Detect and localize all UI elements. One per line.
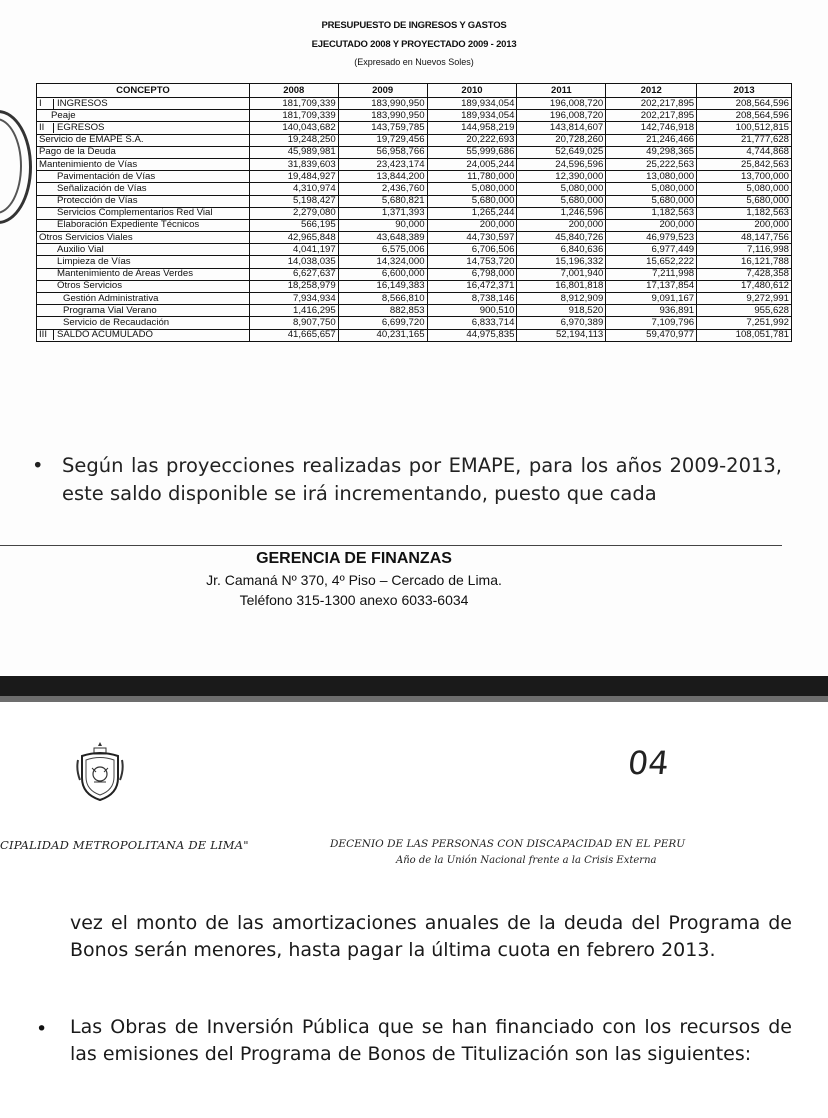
cell-value: 144,958,219 bbox=[427, 122, 517, 134]
cell-value: 55,999,686 bbox=[427, 146, 517, 158]
row-label bbox=[37, 122, 250, 134]
cell-value: 200,000 bbox=[697, 219, 792, 231]
header-year: 2008 bbox=[249, 84, 338, 98]
table-row bbox=[37, 268, 792, 280]
cell-value: 43,648,389 bbox=[338, 232, 427, 244]
document-page-bottom bbox=[0, 702, 828, 1118]
cell-value: 19,484,927 bbox=[249, 171, 338, 183]
cell-value: 11,780,000 bbox=[427, 171, 517, 183]
row-label-text: Servicio de EMAPE S.A. bbox=[39, 134, 144, 146]
cell-value: 5,080,000 bbox=[517, 183, 606, 195]
row-label-text: Mantenimiento de Areas Verdes bbox=[57, 268, 193, 280]
cell-value: 208,564,596 bbox=[697, 110, 792, 122]
cell-value: 9,091,167 bbox=[606, 293, 697, 305]
cell-value: 19,729,456 bbox=[338, 134, 427, 146]
cell-value: 52,649,025 bbox=[517, 146, 606, 158]
cell-value: 6,575,006 bbox=[338, 244, 427, 256]
cell-value: 6,627,637 bbox=[249, 268, 338, 280]
cell-value: 140,043,682 bbox=[249, 122, 338, 134]
row-label bbox=[37, 98, 250, 110]
footer-department: GERENCIA DE FINANZAS bbox=[256, 550, 452, 567]
cell-value: 42,965,848 bbox=[249, 232, 338, 244]
cell-value: 100,512,815 bbox=[697, 122, 792, 134]
cell-value: 200,000 bbox=[427, 219, 517, 231]
row-label-text: Otros Servicios bbox=[57, 280, 123, 292]
header-year: 2012 bbox=[606, 84, 697, 98]
cell-value: 208,564,596 bbox=[697, 98, 792, 110]
header-year: 2013 bbox=[697, 84, 792, 98]
cell-value: 90,000 bbox=[338, 219, 427, 231]
cell-value: 40,231,165 bbox=[338, 329, 427, 341]
cell-value: 6,970,389 bbox=[517, 317, 606, 329]
cell-value: 6,699,720 bbox=[338, 317, 427, 329]
cell-value: 31,839,603 bbox=[249, 158, 338, 170]
coat-of-arms-icon bbox=[74, 740, 126, 804]
cell-value: 44,730,597 bbox=[427, 232, 517, 244]
cell-value: 2,279,080 bbox=[249, 207, 338, 219]
table-row bbox=[37, 232, 792, 244]
row-label bbox=[37, 268, 250, 280]
row-label bbox=[37, 171, 250, 183]
cell-value: 4,310,974 bbox=[249, 183, 338, 195]
row-label bbox=[37, 134, 250, 146]
footer-divider bbox=[0, 545, 782, 546]
cell-value: 20,222,693 bbox=[427, 134, 517, 146]
cell-value: 48,147,756 bbox=[697, 232, 792, 244]
cell-value: 7,001,940 bbox=[517, 268, 606, 280]
cell-value: 49,298,365 bbox=[606, 146, 697, 158]
cell-value: 955,628 bbox=[697, 305, 792, 317]
cell-value: 12,390,000 bbox=[517, 171, 606, 183]
cell-value: 21,777,628 bbox=[697, 134, 792, 146]
cell-value: 6,600,000 bbox=[338, 268, 427, 280]
table-subtitle: EJECUTADO 2008 Y PROYECTADO 2009 - 2013 bbox=[311, 39, 517, 50]
cell-value: 16,121,788 bbox=[697, 256, 792, 268]
cell-value: 183,990,950 bbox=[338, 110, 427, 122]
cell-value: 45,840,726 bbox=[517, 232, 606, 244]
cell-value: 24,596,596 bbox=[517, 158, 606, 170]
cell-value: 4,041,197 bbox=[249, 244, 338, 256]
header-year: 2011 bbox=[517, 84, 606, 98]
cell-value: 1,416,295 bbox=[249, 305, 338, 317]
cell-value: 20,728,260 bbox=[517, 134, 606, 146]
cell-value: 52,194,113 bbox=[517, 329, 606, 341]
cell-value: 142,746,918 bbox=[606, 122, 697, 134]
cell-value: 17,137,854 bbox=[606, 280, 697, 292]
row-label-text: Gestión Administrativa bbox=[63, 292, 159, 304]
cell-value: 44,975,835 bbox=[427, 329, 517, 341]
letterhead-decade: DECENIO DE LAS PERSONAS CON DISCAPACIDAD EN EL PERU bbox=[330, 838, 686, 850]
table-row bbox=[37, 280, 792, 292]
cell-value: 15,652,222 bbox=[606, 256, 697, 268]
row-label bbox=[37, 256, 250, 268]
cell-value: 7,934,934 bbox=[249, 293, 338, 305]
row-roman-numeral: II bbox=[39, 123, 54, 133]
row-label bbox=[37, 293, 250, 305]
table-row bbox=[37, 256, 792, 268]
table-row bbox=[37, 134, 792, 146]
paragraph-text: Según las proyecciones realizadas por EMAPE, para los años 2009-2013, este saldo disponible se irá incrementando, puesto que cada bbox=[62, 454, 782, 505]
cell-value: 7,116,998 bbox=[697, 244, 792, 256]
row-label bbox=[37, 305, 250, 317]
cell-value: 8,566,810 bbox=[338, 293, 427, 305]
cell-value: 8,907,750 bbox=[249, 317, 338, 329]
cell-value: 882,853 bbox=[338, 305, 427, 317]
header-year: 2009 bbox=[338, 84, 427, 98]
cell-value: 200,000 bbox=[606, 219, 697, 231]
cell-value: 9,272,991 bbox=[697, 293, 792, 305]
bullet-dot: • bbox=[32, 454, 44, 477]
cell-value: 1,246,596 bbox=[517, 207, 606, 219]
row-label bbox=[37, 244, 250, 256]
cell-value: 7,428,358 bbox=[697, 268, 792, 280]
row-label bbox=[37, 280, 250, 292]
cell-value: 5,680,000 bbox=[517, 195, 606, 207]
row-label-text: Pago de la Deuda bbox=[39, 146, 116, 158]
cell-value: 196,008,720 bbox=[517, 110, 606, 122]
cell-value: 143,759,785 bbox=[338, 122, 427, 134]
cell-value: 6,706,506 bbox=[427, 244, 517, 256]
row-label bbox=[37, 232, 250, 244]
cell-value: 25,842,563 bbox=[697, 158, 792, 170]
header-year: 2010 bbox=[427, 84, 517, 98]
row-label bbox=[37, 195, 250, 207]
cell-value: 21,246,466 bbox=[606, 134, 697, 146]
cell-value: 14,038,035 bbox=[249, 256, 338, 268]
cell-value: 900,510 bbox=[427, 305, 517, 317]
row-label-text: Otros Servicios Viales bbox=[39, 231, 133, 243]
table-row bbox=[37, 195, 792, 207]
cell-value: 7,109,796 bbox=[606, 317, 697, 329]
table-row bbox=[37, 219, 792, 231]
cell-value: 24,005,244 bbox=[427, 158, 517, 170]
cell-value: 45,989,981 bbox=[249, 146, 338, 158]
row-label-text: Elaboración Expediente Técnicos bbox=[57, 219, 200, 231]
cell-value: 19,248,250 bbox=[249, 134, 338, 146]
cell-value: 4,744,868 bbox=[697, 146, 792, 158]
cell-value: 202,217,895 bbox=[606, 98, 697, 110]
cell-value: 1,371,393 bbox=[338, 207, 427, 219]
cell-value: 5,198,427 bbox=[249, 195, 338, 207]
letterhead-year-motto: Año de la Unión Nacional frente a la Crisis Externa bbox=[396, 855, 657, 866]
cell-value: 143,814,607 bbox=[517, 122, 606, 134]
cell-value: 566,195 bbox=[249, 219, 338, 231]
cell-value: 8,738,146 bbox=[427, 293, 517, 305]
cell-value: 936,891 bbox=[606, 305, 697, 317]
row-roman-numeral: I bbox=[39, 99, 54, 109]
table-row bbox=[37, 293, 792, 305]
cell-value: 41,665,657 bbox=[249, 329, 338, 341]
cell-value: 8,912,909 bbox=[517, 293, 606, 305]
cell-value: 181,709,339 bbox=[249, 110, 338, 122]
row-label-text: Limpieza de Vías bbox=[57, 256, 131, 268]
row-label-text: Peaje bbox=[51, 109, 76, 121]
table-row bbox=[37, 329, 792, 341]
row-label-text: Servicio de Recaudación bbox=[63, 316, 170, 328]
cell-value: 5,680,000 bbox=[427, 195, 517, 207]
table-header-row bbox=[37, 84, 792, 98]
row-label bbox=[37, 317, 250, 329]
cell-value: 189,934,054 bbox=[427, 98, 517, 110]
row-label-text: Pavimentación de Vías bbox=[57, 170, 156, 182]
cell-value: 18,258,979 bbox=[249, 280, 338, 292]
row-label bbox=[37, 110, 250, 122]
table-row bbox=[37, 122, 792, 134]
table-row bbox=[37, 317, 792, 329]
table-row bbox=[37, 305, 792, 317]
table-row bbox=[37, 171, 792, 183]
cell-value: 16,801,818 bbox=[517, 280, 606, 292]
cell-value: 1,182,563 bbox=[606, 207, 697, 219]
cell-value: 13,080,000 bbox=[606, 171, 697, 183]
cell-value: 14,324,000 bbox=[338, 256, 427, 268]
page-separator-band bbox=[0, 676, 828, 696]
cell-value: 2,436,760 bbox=[338, 183, 427, 195]
row-label bbox=[37, 219, 250, 231]
cell-value: 23,423,174 bbox=[338, 158, 427, 170]
table-row bbox=[37, 207, 792, 219]
cell-value: 13,700,000 bbox=[697, 171, 792, 183]
row-label-text: Mantenimiento de Vías bbox=[39, 158, 138, 170]
table-row bbox=[37, 146, 792, 158]
row-label bbox=[37, 207, 250, 219]
cell-value: 6,977,449 bbox=[606, 244, 697, 256]
footer-phone: Teléfono 315-1300 anexo 6033-6034 bbox=[239, 592, 469, 608]
cell-value: 59,470,977 bbox=[606, 329, 697, 341]
table-row bbox=[37, 110, 792, 122]
table-title: PRESUPUESTO DE INGRESOS Y GASTOS bbox=[321, 20, 507, 31]
cell-value: 7,211,998 bbox=[606, 268, 697, 280]
cell-value: 6,833,714 bbox=[427, 317, 517, 329]
cell-value: 196,008,720 bbox=[517, 98, 606, 110]
cell-value: 6,840,636 bbox=[517, 244, 606, 256]
table-units: (Expresado en Nuevos Soles) bbox=[354, 57, 474, 67]
cell-value: 16,149,383 bbox=[338, 280, 427, 292]
table-row bbox=[37, 158, 792, 170]
handwritten-page-number: 04 bbox=[626, 744, 671, 782]
cell-value: 5,080,000 bbox=[697, 183, 792, 195]
cell-value: 46,979,523 bbox=[606, 232, 697, 244]
cell-value: 5,080,000 bbox=[427, 183, 517, 195]
header-concepto: CONCEPTO bbox=[37, 84, 250, 98]
table-body bbox=[37, 98, 792, 342]
row-label bbox=[37, 329, 250, 341]
table-row bbox=[37, 98, 792, 110]
row-label bbox=[37, 183, 250, 195]
cell-value: 7,251,992 bbox=[697, 317, 792, 329]
cell-value: 181,709,339 bbox=[249, 98, 338, 110]
row-label-text: Programa Vial Verano bbox=[63, 304, 157, 316]
cell-value: 5,080,000 bbox=[606, 183, 697, 195]
row-label-text: SALDO ACUMULADO bbox=[57, 329, 153, 341]
cell-value: 183,990,950 bbox=[338, 98, 427, 110]
cell-value: 108,051,781 bbox=[697, 329, 792, 341]
cell-value: 1,265,244 bbox=[427, 207, 517, 219]
cell-value: 5,680,000 bbox=[606, 195, 697, 207]
footer-address: Jr. Camaná Nº 370, 4º Piso – Cercado de Lima. bbox=[206, 572, 502, 588]
cell-value: 5,680,000 bbox=[697, 195, 792, 207]
cell-value: 25,222,563 bbox=[606, 158, 697, 170]
row-label-text: INGRESOS bbox=[57, 97, 108, 109]
row-label-text: Auxilio Vial bbox=[57, 243, 104, 255]
bullet-dot: • bbox=[36, 1018, 48, 1040]
cell-value: 17,480,612 bbox=[697, 280, 792, 292]
cell-value: 6,798,000 bbox=[427, 268, 517, 280]
continuation-paragraph: vez el monto de las amortizaciones anuales de la deuda del Programa de Bonos serán menores, hasta pagar la última cuota en febrero 2013. bbox=[70, 912, 792, 961]
table-row bbox=[37, 183, 792, 195]
row-roman-numeral: III bbox=[39, 330, 54, 340]
row-label-text: Servicios Complementarios Red Vial bbox=[57, 207, 213, 219]
cell-value: 200,000 bbox=[517, 219, 606, 231]
cell-value: 918,520 bbox=[517, 305, 606, 317]
cell-value: 16,472,371 bbox=[427, 280, 517, 292]
budget-table bbox=[36, 83, 792, 342]
cell-value: 56,958,766 bbox=[338, 146, 427, 158]
cell-value: 5,680,821 bbox=[338, 195, 427, 207]
row-label-text: Señalización de Vías bbox=[57, 182, 147, 194]
cell-value: 13,844,200 bbox=[338, 171, 427, 183]
row-label bbox=[37, 158, 250, 170]
row-label-text: Protección de Vías bbox=[57, 195, 138, 207]
table-row bbox=[37, 244, 792, 256]
cell-value: 1,182,563 bbox=[697, 207, 792, 219]
row-label bbox=[37, 146, 250, 158]
cell-value: 189,934,054 bbox=[427, 110, 517, 122]
cell-value: 202,217,895 bbox=[606, 110, 697, 122]
cell-value: 14,753,720 bbox=[427, 256, 517, 268]
cell-value: 15,196,332 bbox=[517, 256, 606, 268]
row-label-text: EGRESOS bbox=[57, 121, 105, 133]
letterhead-municipality: CIPALIDAD METROPOLITANA DE LIMA" bbox=[0, 838, 249, 852]
bullet-paragraph-text: Las Obras de Inversión Pública que se han financiado con los recursos de las emisiones del Programa de Bonos de Titulización son las siguientes: bbox=[70, 1016, 792, 1065]
